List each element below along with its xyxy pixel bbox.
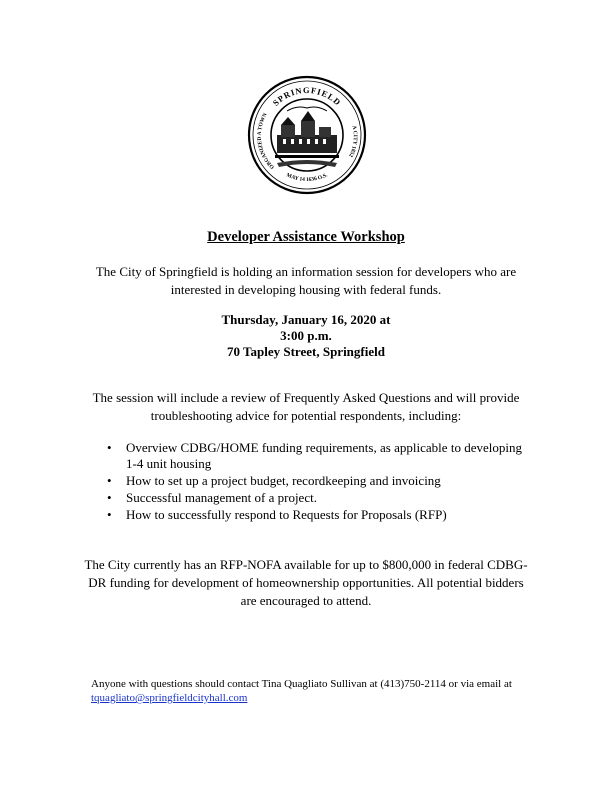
topics-list (126, 440, 522, 524)
list-item: • Successful management of a project. (126, 490, 522, 506)
city-seal-logo (247, 75, 367, 195)
svg-text:SPRINGFIELD: SPRINGFIELD (270, 84, 344, 108)
contact-text: Anyone with questions should contact Tina Quagliato Sullivan at (413)750-2114 or via email at (91, 678, 512, 690)
list-item: • How to set up a project budget, recordkeeping and invoicing (126, 473, 522, 489)
intro-paragraph: The City of Springfield is holding an information session for developers who are interested in developing housing with federal funds. (95, 264, 517, 297)
event-time: 3:00 p.m. (280, 328, 332, 343)
event-location: 70 Tapley Street, Springfield (227, 344, 385, 359)
email-link[interactable]: tquagliato@springfieldcityhall.com (91, 692, 248, 704)
contact-note (91, 677, 531, 705)
list-item: • Overview CDBG/HOME funding requirements, as applicable to developing 1-4 unit housing (126, 440, 522, 472)
svg-text:ORGANIZED A TOWN: ORGANIZED A TOWN (256, 112, 276, 170)
event-details (0, 312, 612, 360)
svg-text:MAY 14 1636 O.S.: MAY 14 1636 O.S. (285, 172, 329, 183)
list-item: • How to successfully respond to Requests for Proposals (RFP) (126, 507, 522, 523)
review-paragraph: The session will include a review of Frequently Asked Questions and will provide troubleshooting advice for potential respondents, including: (92, 390, 520, 423)
svg-text:A CITY 1852: A CITY 1852 (347, 124, 358, 158)
event-date: Thursday, January 16, 2020 at (221, 312, 391, 327)
page-title: Developer Assistance Workshop (207, 229, 405, 245)
closing-paragraph: The City currently has an RFP-NOFA available for up to $800,000 in federal CDBG-DR funding for development of homeownership opportunities. All potential bidders are encouraged to attend. (84, 557, 528, 608)
